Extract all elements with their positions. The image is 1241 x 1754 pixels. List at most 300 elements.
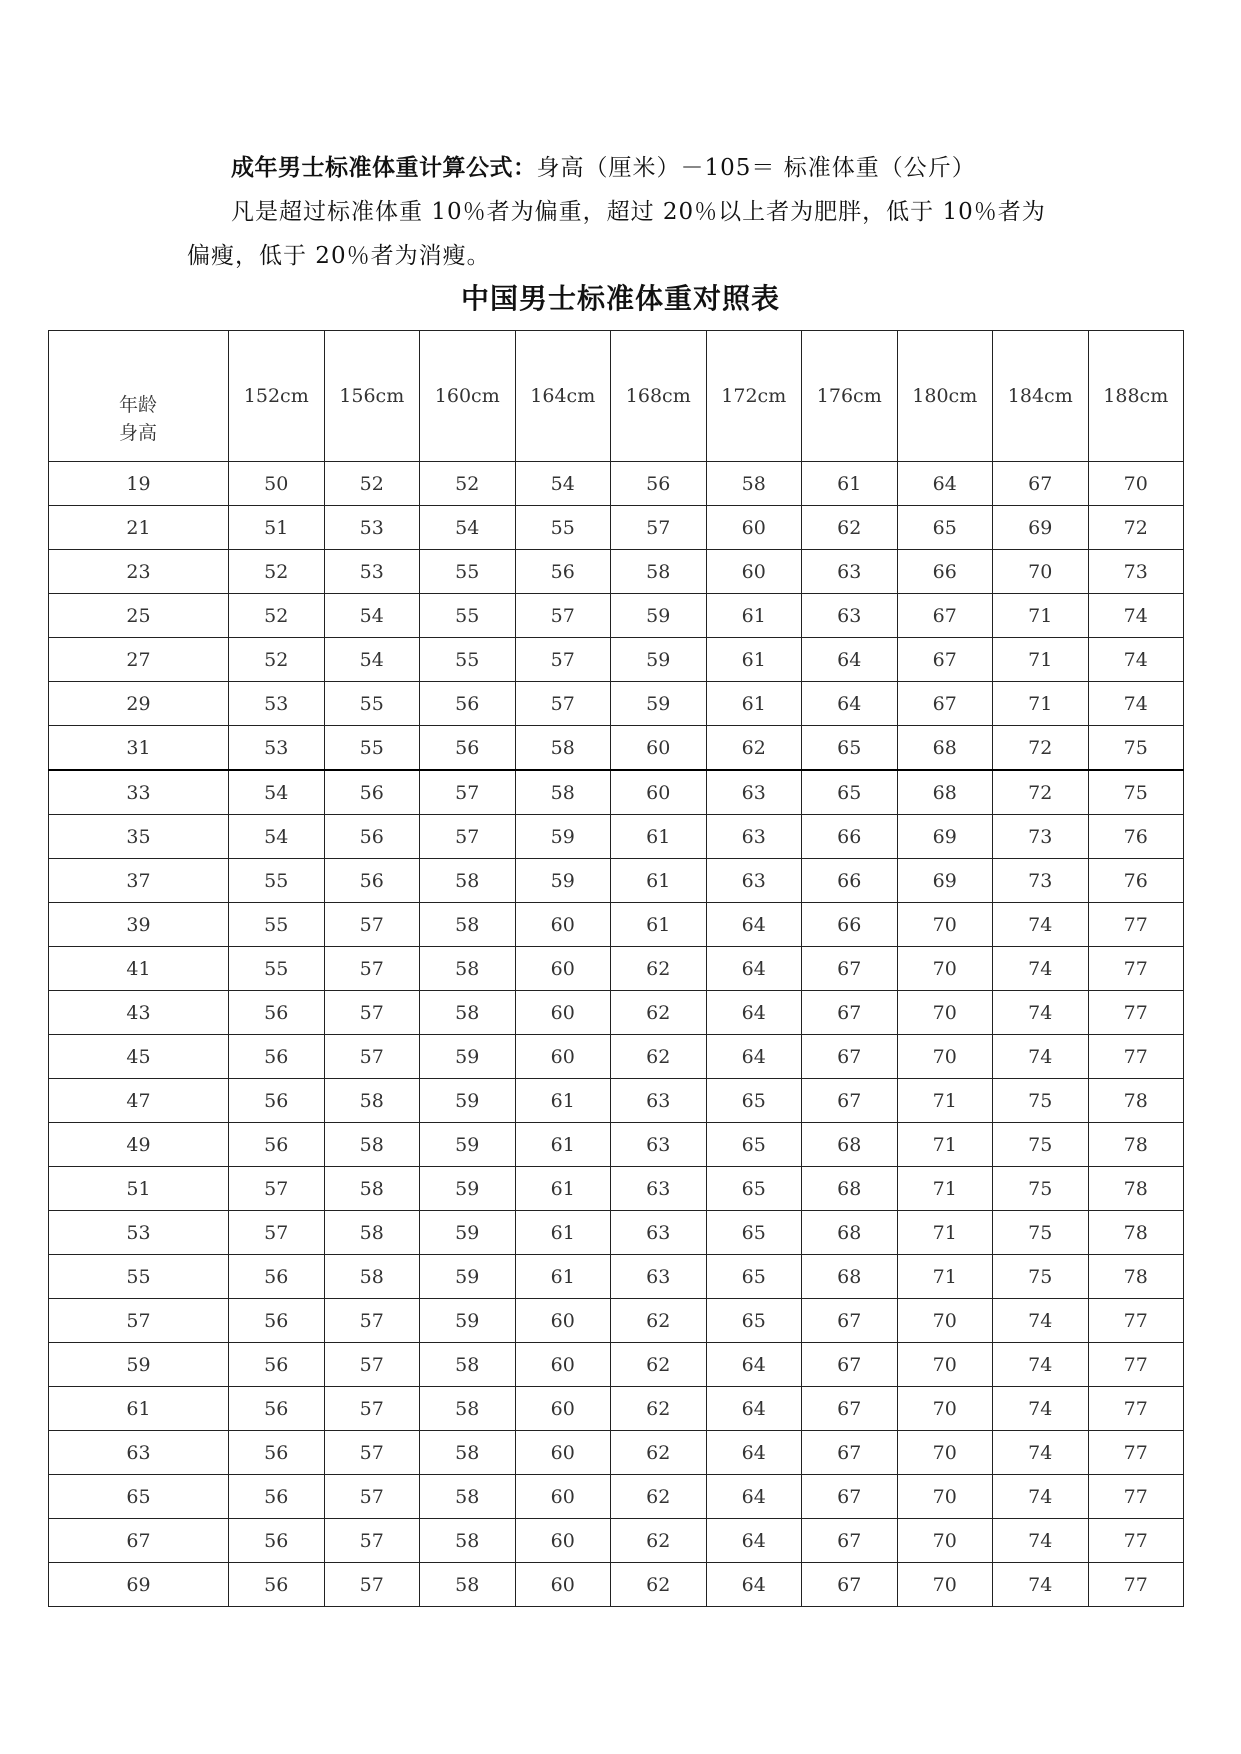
table-row	[49, 1475, 1184, 1519]
weight-cell: 63	[706, 859, 802, 903]
age-cell: 65	[49, 1475, 229, 1519]
weight-cell: 54	[515, 462, 611, 506]
weight-cell: 56	[324, 815, 420, 859]
weight-cell: 62	[611, 947, 707, 991]
weight-cell: 59	[420, 1255, 516, 1299]
corner-header-text	[119, 391, 157, 447]
weight-cell: 61	[706, 594, 802, 638]
weight-cell: 69	[897, 859, 993, 903]
age-cell: 51	[49, 1167, 229, 1211]
weight-cell: 60	[515, 1475, 611, 1519]
age-cell: 47	[49, 1079, 229, 1123]
weight-cell: 73	[993, 815, 1089, 859]
weight-cell: 64	[706, 903, 802, 947]
weight-cell: 68	[802, 1211, 898, 1255]
table-row	[49, 1167, 1184, 1211]
weight-cell: 53	[324, 550, 420, 594]
weight-cell: 61	[802, 462, 898, 506]
weight-cell: 60	[515, 1035, 611, 1079]
weight-cell: 60	[515, 1299, 611, 1343]
table-row	[49, 770, 1184, 815]
weight-cell: 55	[420, 594, 516, 638]
weight-cell: 70	[897, 1299, 993, 1343]
table-row	[49, 1211, 1184, 1255]
weight-cell: 54	[324, 638, 420, 682]
weight-cell: 74	[1088, 682, 1184, 726]
weight-cell: 61	[706, 638, 802, 682]
table-row	[49, 550, 1184, 594]
table-row	[49, 947, 1184, 991]
weight-cell: 56	[611, 462, 707, 506]
weight-cell: 62	[611, 1343, 707, 1387]
weight-cell: 58	[420, 1475, 516, 1519]
weight-cell: 54	[229, 770, 325, 815]
weight-cell: 53	[324, 506, 420, 550]
weight-cell: 78	[1088, 1211, 1184, 1255]
age-cell: 53	[49, 1211, 229, 1255]
weight-cell: 60	[515, 1343, 611, 1387]
weight-cell: 63	[802, 550, 898, 594]
table-row	[49, 1431, 1184, 1475]
weight-cell: 63	[611, 1255, 707, 1299]
weight-cell: 68	[802, 1167, 898, 1211]
weight-cell: 74	[993, 1035, 1089, 1079]
weight-cell: 62	[802, 506, 898, 550]
weight-cell: 74	[1088, 594, 1184, 638]
weight-cell: 66	[802, 859, 898, 903]
table-row	[49, 726, 1184, 771]
weight-cell: 70	[897, 1431, 993, 1475]
weight-cell: 62	[706, 726, 802, 771]
weight-cell: 77	[1088, 1343, 1184, 1387]
weight-cell: 57	[324, 1431, 420, 1475]
weight-cell: 60	[611, 726, 707, 771]
weight-cell: 64	[706, 991, 802, 1035]
weight-cell: 67	[897, 682, 993, 726]
weight-cell: 76	[1088, 815, 1184, 859]
age-cell: 63	[49, 1431, 229, 1475]
age-cell: 69	[49, 1563, 229, 1607]
weight-cell: 77	[1088, 1475, 1184, 1519]
weight-cell: 78	[1088, 1123, 1184, 1167]
weight-cell: 71	[897, 1211, 993, 1255]
weight-cell: 58	[420, 991, 516, 1035]
weight-cell: 57	[515, 682, 611, 726]
weight-cell: 59	[611, 638, 707, 682]
weight-cell: 57	[611, 506, 707, 550]
weight-cell: 64	[706, 1343, 802, 1387]
weight-cell: 59	[611, 594, 707, 638]
weight-cell: 60	[706, 506, 802, 550]
weight-cell: 55	[420, 550, 516, 594]
weight-cell: 62	[611, 1035, 707, 1079]
weight-cell: 57	[324, 1475, 420, 1519]
weight-cell: 56	[324, 770, 420, 815]
table-row	[49, 1387, 1184, 1431]
table-row	[49, 1123, 1184, 1167]
weight-cell: 58	[324, 1211, 420, 1255]
weight-cell: 56	[229, 1563, 325, 1607]
weight-cell: 71	[897, 1123, 993, 1167]
weight-cell: 68	[802, 1123, 898, 1167]
weight-cell: 58	[420, 947, 516, 991]
weight-cell: 75	[1088, 726, 1184, 771]
weight-cell: 56	[229, 1475, 325, 1519]
weight-cell: 59	[420, 1211, 516, 1255]
weight-cell: 61	[515, 1123, 611, 1167]
weight-cell: 71	[993, 594, 1089, 638]
weight-cell: 67	[802, 1035, 898, 1079]
weight-cell: 70	[897, 1519, 993, 1563]
height-header: 160cm	[420, 331, 516, 462]
weight-cell: 55	[229, 947, 325, 991]
age-cell: 23	[49, 550, 229, 594]
weight-cell: 51	[229, 506, 325, 550]
weight-cell: 58	[324, 1167, 420, 1211]
weight-cell: 57	[229, 1167, 325, 1211]
weight-cell: 65	[706, 1123, 802, 1167]
weight-cell: 66	[897, 550, 993, 594]
weight-cell: 57	[229, 1211, 325, 1255]
corner-header-cell	[49, 331, 229, 462]
weight-cell: 52	[229, 638, 325, 682]
weight-cell: 59	[420, 1123, 516, 1167]
weight-cell: 65	[706, 1255, 802, 1299]
weight-cell: 52	[324, 462, 420, 506]
weight-cell: 67	[802, 1079, 898, 1123]
weight-cell: 67	[802, 991, 898, 1035]
table-row	[49, 1299, 1184, 1343]
table-row	[49, 859, 1184, 903]
weight-cell: 65	[897, 506, 993, 550]
weight-cell: 59	[420, 1299, 516, 1343]
weight-cell: 78	[1088, 1167, 1184, 1211]
table-row	[49, 815, 1184, 859]
weight-cell: 74	[993, 991, 1089, 1035]
weight-cell: 74	[1088, 638, 1184, 682]
age-cell: 67	[49, 1519, 229, 1563]
table-row	[49, 1035, 1184, 1079]
weight-cell: 70	[897, 1387, 993, 1431]
age-cell: 33	[49, 770, 229, 815]
weight-cell: 60	[706, 550, 802, 594]
weight-cell: 59	[611, 682, 707, 726]
weight-cell: 55	[420, 638, 516, 682]
weight-cell: 60	[515, 1563, 611, 1607]
weight-cell: 63	[611, 1167, 707, 1211]
weight-cell: 58	[420, 1387, 516, 1431]
weight-cell: 68	[802, 1255, 898, 1299]
weight-cell: 72	[993, 726, 1089, 771]
weight-cell: 71	[897, 1255, 993, 1299]
age-cell: 25	[49, 594, 229, 638]
weight-cell: 74	[993, 1563, 1089, 1607]
table-row	[49, 903, 1184, 947]
weight-cell: 59	[515, 815, 611, 859]
age-cell: 37	[49, 859, 229, 903]
weight-cell: 68	[897, 770, 993, 815]
corner-label-height: 身高	[119, 422, 158, 444]
weight-cell: 70	[897, 903, 993, 947]
weight-cell: 57	[324, 1519, 420, 1563]
weight-cell: 74	[993, 1343, 1089, 1387]
age-cell: 29	[49, 682, 229, 726]
weight-cell: 56	[515, 550, 611, 594]
weight-cell: 56	[229, 1519, 325, 1563]
table-row	[49, 506, 1184, 550]
weight-cell: 56	[420, 726, 516, 771]
weight-cell: 56	[229, 1255, 325, 1299]
height-header: 176cm	[802, 331, 898, 462]
table-row	[49, 1343, 1184, 1387]
height-header: 168cm	[611, 331, 707, 462]
weight-cell: 72	[1088, 506, 1184, 550]
weight-cell: 62	[611, 1475, 707, 1519]
weight-cell: 56	[229, 1343, 325, 1387]
weight-cell: 55	[229, 903, 325, 947]
intro-text	[187, 146, 1067, 278]
weight-cell: 77	[1088, 1563, 1184, 1607]
weight-cell: 67	[802, 1387, 898, 1431]
weight-cell: 64	[706, 1035, 802, 1079]
age-cell: 43	[49, 991, 229, 1035]
weight-cell: 50	[229, 462, 325, 506]
weight-cell: 57	[515, 594, 611, 638]
table-body	[49, 462, 1184, 1607]
weight-cell: 61	[611, 903, 707, 947]
table-title: 中国男士标准体重对照表	[460, 282, 780, 315]
weight-cell: 75	[993, 1079, 1089, 1123]
height-header: 152cm	[229, 331, 325, 462]
weight-cell: 57	[324, 991, 420, 1035]
weight-cell: 66	[802, 903, 898, 947]
weight-cell: 58	[515, 770, 611, 815]
weight-cell: 75	[993, 1211, 1089, 1255]
table-header-row	[49, 331, 1184, 462]
weight-cell: 56	[229, 1035, 325, 1079]
formula-line	[187, 146, 1067, 190]
weight-cell: 58	[420, 1519, 516, 1563]
weight-cell: 70	[897, 947, 993, 991]
weight-cell: 58	[515, 726, 611, 771]
weight-cell: 67	[802, 1299, 898, 1343]
height-header: 172cm	[706, 331, 802, 462]
weight-cell: 58	[324, 1123, 420, 1167]
corner-label-age: 年龄	[119, 394, 158, 416]
weight-cell: 65	[802, 770, 898, 815]
age-cell: 27	[49, 638, 229, 682]
weight-cell: 75	[993, 1255, 1089, 1299]
age-cell: 57	[49, 1299, 229, 1343]
weight-cell: 67	[802, 1519, 898, 1563]
weight-cell: 61	[515, 1255, 611, 1299]
weight-cell: 77	[1088, 1519, 1184, 1563]
weight-cell: 64	[802, 682, 898, 726]
weight-cell: 61	[611, 815, 707, 859]
weight-cell: 63	[706, 815, 802, 859]
rule-line-2: 偏瘦，低于 20％者为消瘦。	[187, 243, 491, 269]
weight-cell: 67	[993, 462, 1089, 506]
weight-cell: 78	[1088, 1255, 1184, 1299]
weight-cell: 70	[897, 1475, 993, 1519]
weight-cell: 65	[802, 726, 898, 771]
weight-cell: 64	[706, 1431, 802, 1475]
height-header: 156cm	[324, 331, 420, 462]
table-row	[49, 1079, 1184, 1123]
weight-cell: 58	[420, 859, 516, 903]
weight-cell: 77	[1088, 1431, 1184, 1475]
formula-label: 成年男士标准体重计算公式：	[231, 155, 537, 181]
weight-cell: 57	[324, 1343, 420, 1387]
weight-cell: 53	[229, 682, 325, 726]
weight-cell: 64	[706, 947, 802, 991]
weight-cell: 77	[1088, 1387, 1184, 1431]
weight-cell: 62	[611, 1387, 707, 1431]
weight-cell: 66	[802, 815, 898, 859]
formula-text: 身高（厘米）－105＝ 标准体重（公斤）	[536, 155, 976, 181]
weight-cell: 58	[420, 1563, 516, 1607]
weight-cell: 59	[420, 1035, 516, 1079]
rule-line-1: 凡是超过标准体重 10％者为偏重，超过 20％以上者为肥胖，低于 10％者为	[231, 199, 1046, 225]
weight-cell: 56	[229, 1079, 325, 1123]
weight-cell: 57	[420, 770, 516, 815]
weight-cell: 65	[706, 1211, 802, 1255]
age-cell: 21	[49, 506, 229, 550]
weight-cell: 52	[229, 550, 325, 594]
weight-cell: 64	[706, 1519, 802, 1563]
weight-cell: 53	[229, 726, 325, 771]
weight-cell: 56	[229, 991, 325, 1035]
weight-cell: 74	[993, 1431, 1089, 1475]
weight-cell: 60	[515, 991, 611, 1035]
weight-cell: 56	[229, 1431, 325, 1475]
weight-cell: 58	[324, 1079, 420, 1123]
weight-cell: 55	[515, 506, 611, 550]
weight-cell: 69	[897, 815, 993, 859]
weight-cell: 56	[420, 682, 516, 726]
height-header: 188cm	[1088, 331, 1184, 462]
age-cell: 39	[49, 903, 229, 947]
weight-cell: 62	[611, 1563, 707, 1607]
weight-cell: 58	[706, 462, 802, 506]
weight-cell: 58	[420, 1343, 516, 1387]
weight-cell: 74	[993, 903, 1089, 947]
weight-cell: 64	[802, 638, 898, 682]
weight-cell: 77	[1088, 947, 1184, 991]
age-cell: 49	[49, 1123, 229, 1167]
weight-cell: 75	[1088, 770, 1184, 815]
weight-cell: 65	[706, 1299, 802, 1343]
table-row	[49, 1255, 1184, 1299]
weight-cell: 65	[706, 1167, 802, 1211]
weight-cell: 70	[897, 1343, 993, 1387]
weight-cell: 55	[229, 859, 325, 903]
weight-cell: 60	[515, 1431, 611, 1475]
weight-cell: 60	[515, 903, 611, 947]
age-cell: 41	[49, 947, 229, 991]
weight-cell: 57	[324, 1035, 420, 1079]
weight-cell: 63	[611, 1211, 707, 1255]
weight-cell: 70	[897, 991, 993, 1035]
weight-cell: 74	[993, 1387, 1089, 1431]
weight-cell: 55	[324, 682, 420, 726]
weight-cell: 57	[324, 1387, 420, 1431]
weight-cell: 54	[420, 506, 516, 550]
table-row	[49, 682, 1184, 726]
height-header: 164cm	[515, 331, 611, 462]
weight-cell: 57	[420, 815, 516, 859]
weight-cell: 59	[515, 859, 611, 903]
weight-cell: 54	[229, 815, 325, 859]
weight-cell: 65	[706, 1079, 802, 1123]
weight-cell: 62	[611, 1431, 707, 1475]
weight-cell: 64	[706, 1563, 802, 1607]
weight-cell: 63	[706, 770, 802, 815]
weight-cell: 59	[420, 1079, 516, 1123]
weight-cell: 52	[229, 594, 325, 638]
weight-cell: 57	[324, 1563, 420, 1607]
weight-cell: 58	[420, 1431, 516, 1475]
weight-cell: 62	[611, 991, 707, 1035]
weight-cell: 75	[993, 1167, 1089, 1211]
age-cell: 59	[49, 1343, 229, 1387]
weight-cell: 67	[802, 1475, 898, 1519]
weight-cell: 60	[515, 1387, 611, 1431]
weight-cell: 67	[897, 638, 993, 682]
table-row	[49, 638, 1184, 682]
weight-cell: 63	[611, 1079, 707, 1123]
weight-cell: 64	[897, 462, 993, 506]
weight-cell: 58	[324, 1255, 420, 1299]
age-cell: 61	[49, 1387, 229, 1431]
weight-cell: 71	[897, 1079, 993, 1123]
weight-cell: 61	[515, 1079, 611, 1123]
weight-cell: 57	[324, 903, 420, 947]
weight-cell: 78	[1088, 1079, 1184, 1123]
weight-cell: 60	[515, 1519, 611, 1563]
weight-cell: 74	[993, 1475, 1089, 1519]
weight-cell: 64	[706, 1387, 802, 1431]
weight-cell: 72	[993, 770, 1089, 815]
age-cell: 45	[49, 1035, 229, 1079]
weight-cell: 62	[611, 1519, 707, 1563]
weight-cell: 60	[611, 770, 707, 815]
age-cell: 55	[49, 1255, 229, 1299]
weight-cell: 74	[993, 1299, 1089, 1343]
weight-cell: 57	[324, 947, 420, 991]
weight-cell: 75	[993, 1123, 1089, 1167]
age-cell: 35	[49, 815, 229, 859]
weight-cell: 71	[993, 682, 1089, 726]
weight-cell: 63	[611, 1123, 707, 1167]
weight-cell: 58	[611, 550, 707, 594]
weight-table	[48, 330, 1184, 1607]
weight-cell: 73	[1088, 550, 1184, 594]
weight-cell: 56	[324, 859, 420, 903]
weight-cell: 56	[229, 1299, 325, 1343]
table-row	[49, 462, 1184, 506]
weight-cell: 74	[993, 947, 1089, 991]
weight-cell: 54	[324, 594, 420, 638]
weight-cell: 77	[1088, 1035, 1184, 1079]
weight-cell: 76	[1088, 859, 1184, 903]
weight-cell: 67	[802, 1343, 898, 1387]
weight-cell: 77	[1088, 1299, 1184, 1343]
weight-cell: 60	[515, 947, 611, 991]
table-row	[49, 991, 1184, 1035]
weight-cell: 67	[897, 594, 993, 638]
weight-cell: 61	[611, 859, 707, 903]
